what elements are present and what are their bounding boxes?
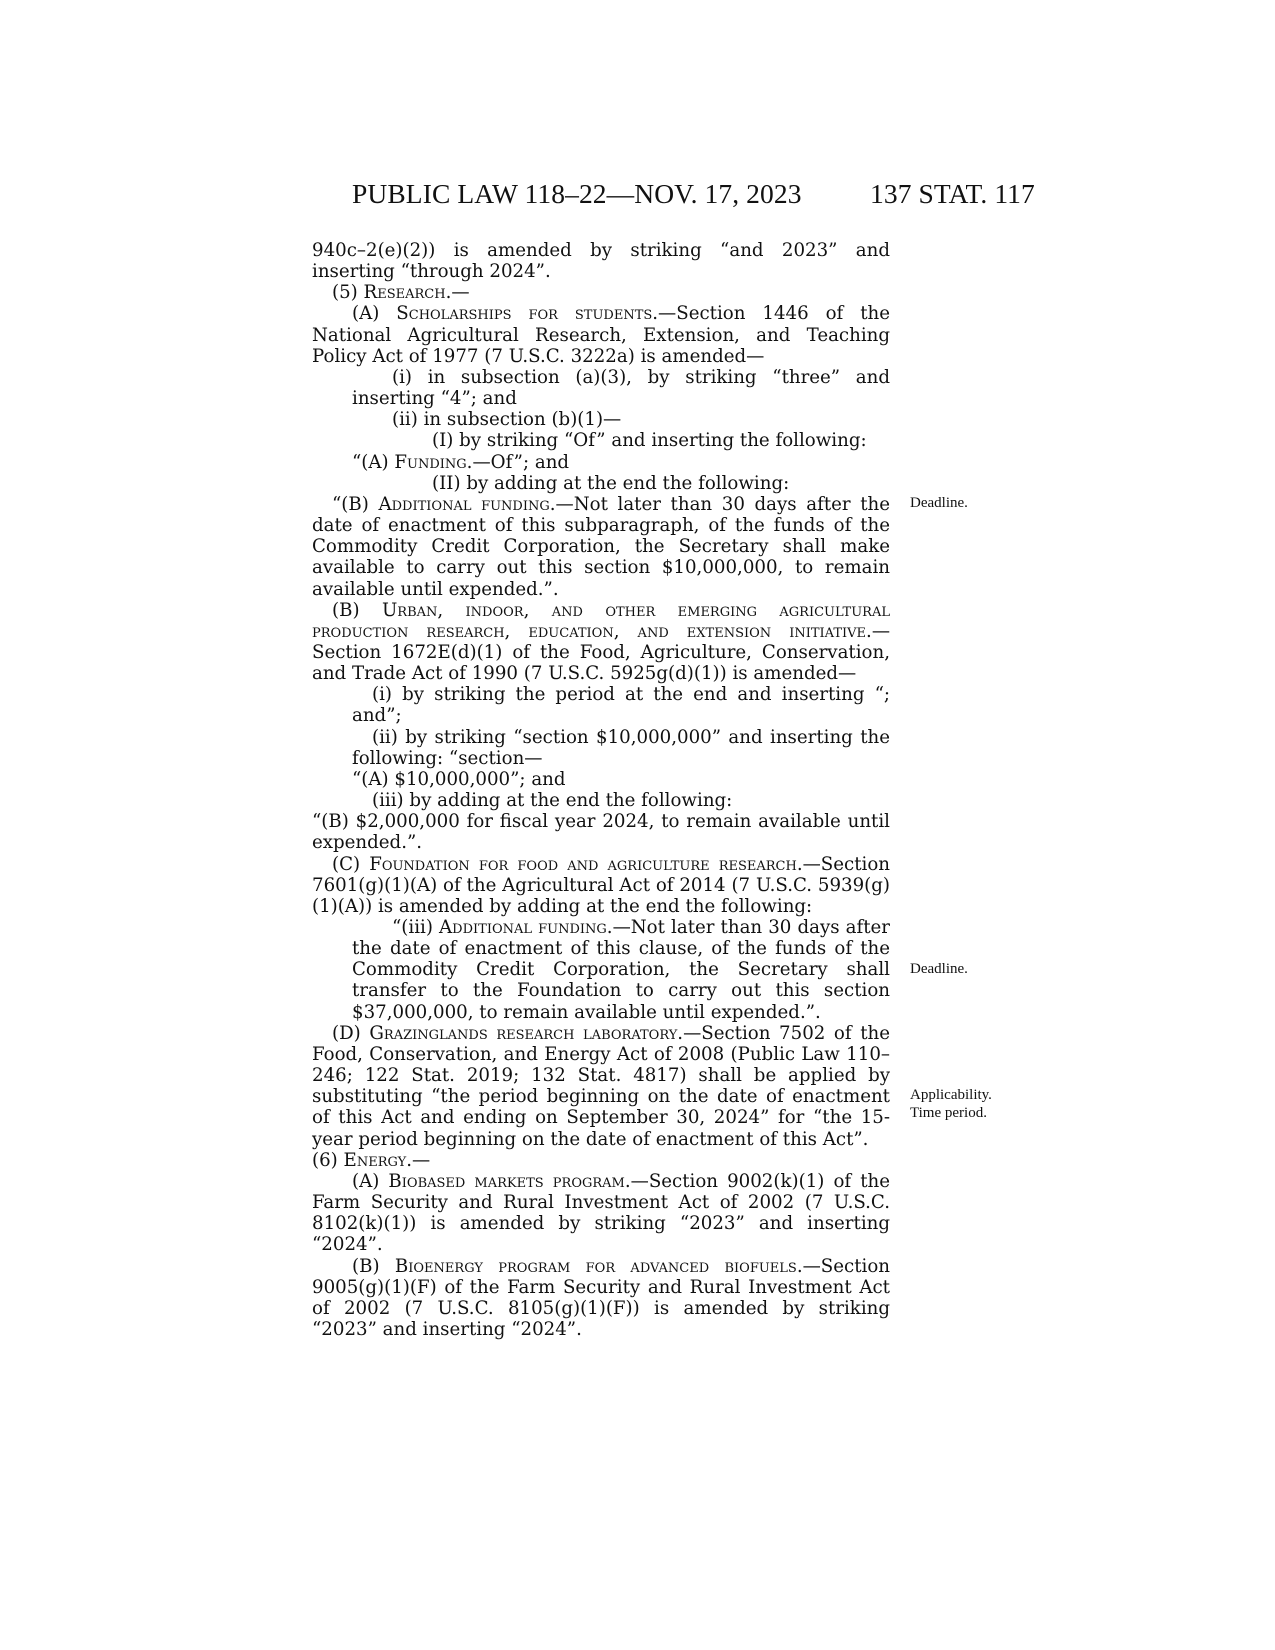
inserted-text: “(A) $10,000,000”; and (352, 768, 566, 790)
section-heading-energy: (6) Energy.— (312, 1149, 431, 1171)
subparagraph-urban-indoor: (B) Urban, indoor, and other emerging agricultural production research, education, and extension initiative.—Section 1672E(d)(1) of the Food, Agriculture, Conservation, and Trade Act of 1990 (7 U.S.C. 5925g(d)(1)) is amended— (312, 599, 890, 685)
margin-note-line: Applicability. (910, 1087, 992, 1103)
margin-note-applicability (910, 1086, 992, 1122)
subparagraph-bioenergy: (B) Bioenergy program for advanced biofuels.—Section 9005(g)(1)(F) of the Farm Security and Rural Investment Act of 2002 (7 U.S.C. 8105(g)(1)(F)) is amended by striking “2023” and inserting “2024”. (312, 1255, 890, 1340)
statute-body (312, 240, 890, 1340)
margin-note-deadline: Deadline. (910, 495, 968, 511)
paragraph: 940c–2(e)(2)) is amended by striking “and 2023” and inserting “through 2024”. (312, 240, 890, 283)
running-header-page-number: 137 STAT. 117 (870, 178, 1035, 209)
subclause: (II) by adding at the end the following: (432, 472, 790, 494)
running-header-title: PUBLIC LAW 118–22—NOV. 17, 2023 (352, 178, 802, 209)
margin-note-line: Time period. (910, 1105, 987, 1121)
clause: (ii) in subsection (b)(1)— (392, 409, 622, 431)
inserted-text: “(B) $2,000,000 for fiscal year 2024, to remain available until expended.”. (312, 811, 890, 854)
clause: (iii) by adding at the end the following: (372, 790, 733, 812)
inserted-clause-additional-funding: “(iii) Additional funding.—Not later than 30 days after the date of enactment of this clause, of the funds of the Commodity Credit Corporation, the Secretary shall transfer to the Foundation to carry out this section $37,000,000, to remain available until expended.”. (352, 917, 890, 1023)
subparagraph-grazinglands: (D) Grazinglands research laboratory.—Section 7502 of the Food, Conservation, and Energy Act of 2008 (Public Law 110–246; 122 Stat. 2019; 132 Stat. 4817) shall be applied by substituting “the period beginning on the date of enactment of this Act and ending on September 30, 2024” for “the 15-year period beginning on the date of enactment of this Act”. (312, 1022, 890, 1150)
clause: (ii) by striking “section $10,000,000” and inserting the following: “section— (352, 726, 890, 769)
subparagraph-biobased: (A) Biobased markets program.—Section 9002(k)(1) of the Farm Security and Rural Investment Act of 2002 (7 U.S.C. 8102(k)(1)) is amended by striking “2023” and inserting “2024”. (312, 1170, 890, 1256)
inserted-subparagraph-additional-funding: “(B) Additional funding.—Not later than 30 days after the date of enactment of this subparagraph, of the funds of the Commodity Credit Corporation, the Secretary shall make available to carry out this section $10,000,000, to remain available until expended.”. (312, 493, 890, 600)
clause: (i) by striking the period at the end and inserting “; and”; (352, 684, 890, 727)
clause: (i) in subsection (a)(3), by striking “three” and inserting “4”; and (352, 366, 890, 410)
subparagraph-scholarships: (A) Scholarships for students.—Section 1446 of the National Agricultural Research, Extension, and Teaching Policy Act of 1977 (7 U.S.C. 3222a) is amended— (312, 303, 891, 367)
margin-note-deadline: Deadline. (910, 961, 968, 977)
subparagraph-foundation: (C) Foundation for food and agriculture research.—Section 7601(g)(1)(A) of the Agricultural Act of 2014 (7 U.S.C. 5939(g)(1)(A)) is amended by adding at the end the following: (312, 853, 890, 917)
section-heading-research: (5) Research.— (332, 282, 470, 304)
inserted-text: “(A) Funding.—Of”; and (352, 451, 570, 473)
subclause: (I) by striking “Of” and inserting the following: (432, 430, 867, 452)
